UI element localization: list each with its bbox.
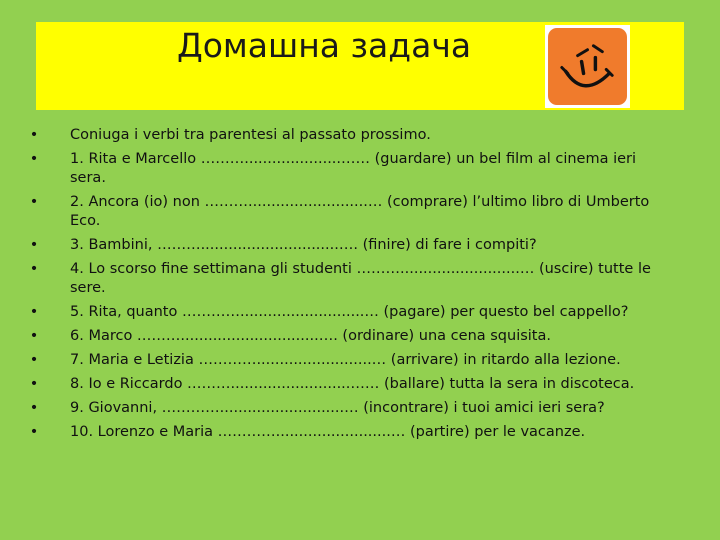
exercise-text: 4. Lo scorso fine settimana gli studenti ………..........................… (uscire) tutte le sere. [70,261,651,296]
smiley-face-icon [548,28,627,105]
bullet-icon: • [29,151,39,167]
list-item [28,399,668,418]
list-item [28,236,668,255]
bullet-icon: • [29,237,39,253]
bullet-icon: • [29,261,39,277]
exercise-text: 5. Rita, quanto …………...........................… (pagare) per questo bel cappello? [70,304,629,320]
logo-frame [545,25,630,108]
list-item [28,126,668,145]
task-list [28,126,668,447]
bullet-icon: • [29,328,39,344]
bullet-icon: • [29,376,39,392]
bullet-icon: • [29,304,39,320]
list-item [28,327,668,346]
exercise-text: 9. Giovanni, …………...........................… (incontrare) i tuoi amici ieri sera? [70,400,605,416]
bullet-icon: • [29,400,39,416]
list-item [28,260,668,298]
exercise-text: 1. Rita e Marcello ……….....................…… (guardare) un bel film al cinema ieri sera. [70,151,637,186]
exercise-text: 6. Marco ………..............................…. (ordinare) una cena squisita. [70,328,551,344]
bullet-icon: • [29,424,39,440]
exercise-text: 3. Bambini, ………..............................…. (finire) di fare i compiti? [70,237,537,253]
list-item [28,303,668,322]
exercise-text: 10. Lorenzo e Maria ………….........................… (partire) per le vacanze. [70,424,586,440]
bullet-icon: • [29,194,39,210]
list-item [28,423,668,442]
bullet-icon: • [29,352,39,368]
slide-title: Домашна задача [176,26,472,65]
exercise-text: 2. Ancora (io) non ………..........................… (comprare) l’ultimo libro di Umberto Eco. [70,194,650,229]
list-item [28,375,668,394]
list-item [28,351,668,370]
exercise-text: 7. Maria e Letizia ………….........................… (arrivare) in ritardo alla lezione. [70,352,621,368]
instruction-text: Coniuga i verbi tra parentesi al passato prossimo. [70,127,431,143]
list-item [28,150,668,188]
bullet-icon: • [29,127,39,143]
exercise-text: 8. Io e Riccardo ………..........................…… (ballare) tutta la sera in discoteca. [70,376,635,392]
list-item [28,193,668,231]
